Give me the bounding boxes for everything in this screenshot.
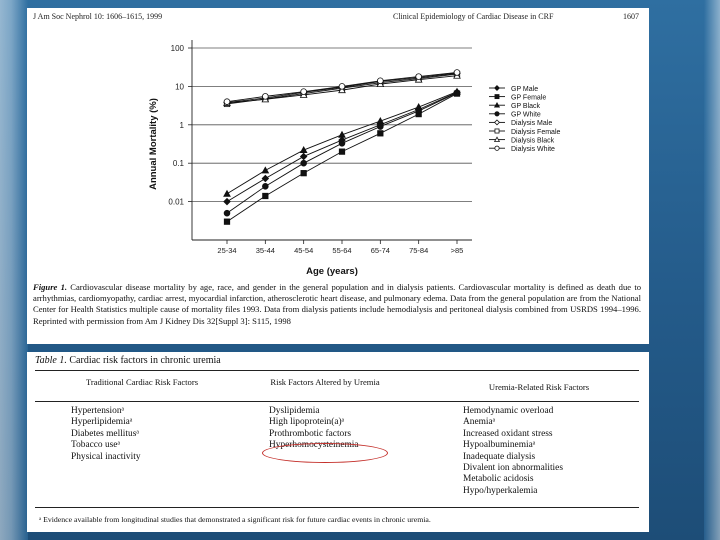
- x-tick-label: 25-34: [217, 246, 237, 255]
- data-point: [495, 120, 500, 125]
- table-cell: Hyperhomocysteinemia: [269, 440, 359, 451]
- figure-caption-text: Cardiovascular disease mortality by age, race, and gender in the general population and in dialysis patients. Cardiovascular mortality is defined as death due to arrhythmias, cardiomyopathy, cardiac arrest, myocardial infarction, atherosclerotic heart disease, and pulmonary edema. Data from the general population are from the National Center for Health Statistics multiple cause of mortality files 1993. Data from dialysis patients include hemodialysis and peritoneal dialysis combined from USRDS 1994–1996. Reprinted with permission from Am J Kidney Dis 32[Suppl 3]: S115, 1998: [33, 282, 642, 326]
- data-point: [224, 210, 230, 216]
- data-point: [377, 78, 383, 84]
- table-cell: Diabetes mellitusᵃ: [71, 428, 139, 439]
- table-label: Table 1.: [35, 355, 67, 366]
- x-tick-label: 35-44: [255, 246, 275, 255]
- y-tick-label: 100: [170, 44, 184, 53]
- legend-label: Dialysis Male: [511, 120, 553, 128]
- data-point: [301, 89, 307, 95]
- data-point: [263, 193, 268, 198]
- legend-label: GP Female: [511, 94, 547, 102]
- data-point: [301, 160, 307, 166]
- data-point: [495, 112, 499, 116]
- highlight-circle: [262, 443, 388, 463]
- x-tick-label: 75-84: [409, 246, 429, 255]
- table-column-traditional: [71, 406, 141, 463]
- figure-caption: [33, 282, 641, 327]
- table-cell: High lipoprotein(a)ᵃ: [269, 417, 345, 428]
- table-cell: Anemiaᵃ: [463, 417, 496, 428]
- table-title-text: Cardiac risk factors in chronic uremia: [69, 355, 221, 366]
- mortality-chart: [27, 20, 649, 288]
- data-point: [416, 74, 422, 80]
- data-point: [262, 175, 268, 181]
- data-point: [495, 86, 500, 91]
- table-cell: Prothrombotic factors: [269, 428, 352, 439]
- data-point: [454, 70, 460, 76]
- table-cell: Metabolic acidosis: [463, 474, 534, 485]
- y-tick-label: 0.1: [172, 159, 184, 169]
- table-column-uremia: [463, 406, 563, 497]
- table-header-traditional: Traditional Cardiac Risk Factors: [85, 377, 199, 387]
- legend-label: GP Black: [511, 103, 541, 110]
- table-header-uremia: Uremia-Related Risk Factors: [488, 382, 590, 392]
- legend-label: Dialysis White: [511, 146, 555, 153]
- slide-left-edge: [0, 0, 28, 540]
- data-point: [416, 108, 422, 114]
- table-cell: Hemodynamic overload: [463, 406, 554, 416]
- figure-caption-label: Figure 1.: [33, 282, 68, 292]
- data-point: [377, 118, 383, 124]
- table-cell: Dyslipidemia: [269, 406, 320, 416]
- journal-header: J Am Soc Nephrol 10: 1606–1615, 1999: [33, 12, 163, 21]
- legend-label: GP Male: [511, 85, 539, 93]
- table-cell: Increased oxidant stress: [463, 428, 553, 439]
- data-point: [262, 167, 268, 173]
- data-point: [378, 131, 383, 136]
- table-header-rule: [35, 401, 639, 402]
- x-axis-label: Age (years): [306, 266, 358, 277]
- data-point: [262, 183, 268, 189]
- table-cell: Physical inactivity: [71, 451, 141, 462]
- data-point: [300, 153, 306, 159]
- table-cell: Hypo/hyperkalemia: [463, 485, 538, 496]
- y-axis-label: Annual Mortality (%): [148, 98, 159, 190]
- data-point: [495, 129, 499, 133]
- data-point: [262, 93, 268, 99]
- y-tick-label: 10: [175, 82, 184, 92]
- data-point: [495, 95, 499, 99]
- data-point: [300, 147, 306, 153]
- series-line: [227, 94, 457, 222]
- data-point: [454, 90, 460, 96]
- table-title: [35, 355, 221, 366]
- x-tick-label: 55-64: [332, 246, 352, 255]
- data-point: [495, 146, 499, 150]
- table-bottom-rule: [35, 507, 639, 508]
- table-footnote: ᵃ Evidence available from longitudinal studies that demonstrated a significant risk for future cardiac events in chronic uremia.: [39, 515, 431, 524]
- data-point: [339, 84, 345, 90]
- table-cell: Inadequate dialysis: [463, 451, 536, 462]
- data-point: [377, 124, 383, 130]
- data-point: [224, 191, 230, 197]
- slide-right-edge: [704, 0, 720, 540]
- data-point: [339, 140, 345, 146]
- table-panel: [27, 352, 649, 532]
- data-point: [339, 132, 345, 138]
- table-cell: Divalent ion abnormalities: [463, 463, 563, 474]
- page-number: 1607: [623, 12, 639, 21]
- x-tick-label: 45-54: [294, 246, 314, 255]
- legend-label: Dialysis Female: [511, 128, 561, 136]
- y-tick-label: 0.01: [168, 197, 184, 207]
- legend-label: GP White: [511, 111, 541, 119]
- x-tick-label: 65-74: [370, 246, 390, 255]
- table-cell: Hypertensionᵃ: [71, 406, 125, 416]
- table-cell: Hyperlipidemiaᵃ: [71, 417, 133, 428]
- table-top-rule: [35, 370, 639, 371]
- data-point: [301, 170, 306, 175]
- data-point: [224, 219, 229, 224]
- legend-label: Dialysis Black: [511, 137, 555, 145]
- y-tick-label: 1: [179, 120, 184, 130]
- running-title: Clinical Epidemiology of Cardiac Disease in CRF: [393, 12, 554, 21]
- table-cell: Hypoalbuminemiaᵃ: [463, 440, 536, 451]
- table-header-altered: Risk Factors Altered by Uremia: [270, 377, 380, 387]
- x-tick-label: >85: [450, 246, 464, 255]
- data-point: [339, 149, 344, 154]
- data-point: [224, 99, 230, 105]
- data-point: [224, 198, 230, 204]
- figure-panel: [27, 8, 649, 344]
- table-cell: Tobacco useᵃ: [71, 440, 121, 451]
